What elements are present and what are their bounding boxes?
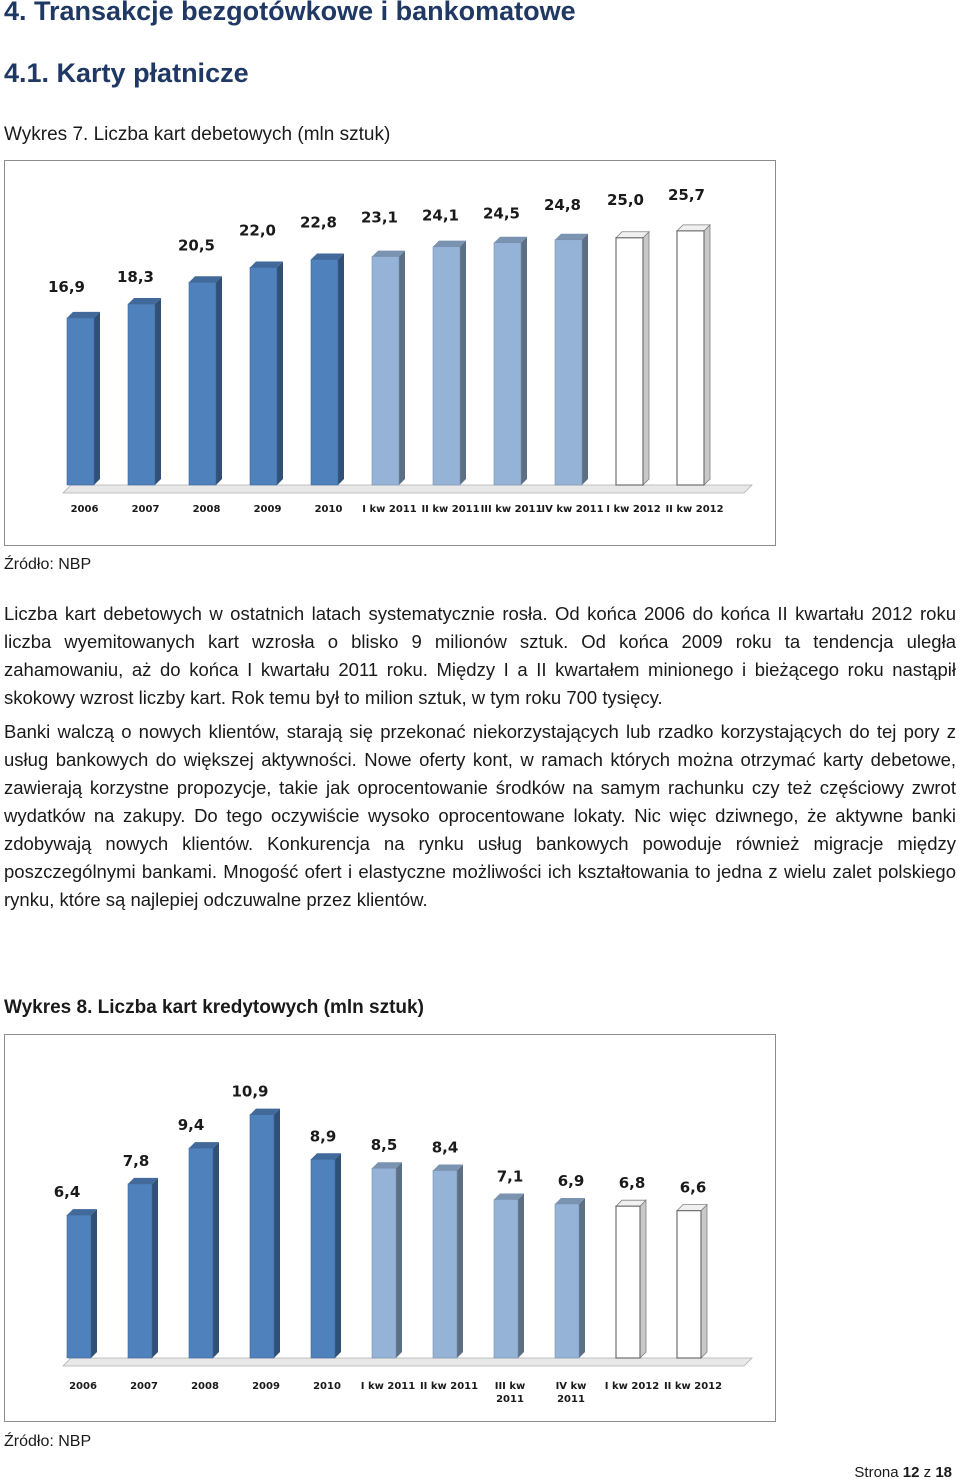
bar-side	[274, 1109, 280, 1358]
x-tick-label: 2011	[557, 1394, 585, 1405]
x-tick-label: 2007	[130, 1381, 158, 1392]
bar-1	[67, 312, 100, 485]
bar-value-label: 6,8	[618, 1174, 646, 1193]
bar-value-label: 24,5	[482, 204, 521, 223]
bar-value-label: 7,8	[122, 1151, 150, 1170]
bar-side	[399, 251, 405, 485]
x-tick-label: I kw 2012	[604, 1381, 660, 1392]
bar-front	[616, 238, 643, 485]
x-tick-label: 2006	[69, 1381, 97, 1392]
bar-2	[128, 298, 161, 485]
bar-value-label: 24,1	[421, 206, 460, 225]
bar-value-label: 25,0	[606, 190, 645, 209]
chart-1-caption: Wykres 7. Liczba kart debetowych (mln sztuk)	[4, 124, 391, 145]
bar-front	[250, 267, 277, 485]
bar-8	[494, 237, 527, 485]
bar-side	[579, 1198, 585, 1358]
debit-cards-chart	[5, 161, 775, 545]
bar-value-label: 8,9	[309, 1127, 337, 1146]
x-tick-label: 2009	[252, 1381, 280, 1392]
bar-value-label: 20,5	[177, 236, 216, 255]
x-tick-label: I kw 2012	[606, 504, 661, 515]
bar-front	[189, 282, 216, 485]
bar-value-label: 24,8	[543, 195, 582, 214]
x-tick-label: II kw 2011	[421, 504, 480, 515]
bar-value-label: 10,9	[231, 1082, 269, 1101]
bar-side	[396, 1162, 402, 1358]
bar-3	[189, 1142, 219, 1358]
bar-side	[521, 237, 527, 485]
bar-4	[250, 1109, 280, 1358]
x-tick-label: III kw 2011	[480, 504, 543, 515]
bar-11	[677, 225, 710, 485]
bar-side	[338, 254, 344, 485]
bar-side	[640, 1200, 646, 1358]
bar-10	[616, 1200, 646, 1358]
bar-9	[555, 1198, 585, 1358]
x-tick-label: III kw	[494, 1381, 526, 1392]
bar-front	[128, 1184, 152, 1358]
bar-4	[250, 261, 283, 485]
bar-6	[372, 1162, 402, 1358]
bar-front	[677, 1211, 701, 1358]
chart-2-source: Źródło: NBP	[4, 1433, 92, 1450]
bar-front	[67, 318, 94, 485]
bar-top	[677, 225, 710, 231]
bar-value-label: 23,1	[360, 208, 399, 227]
x-tick-label: 2007	[131, 504, 160, 515]
x-tick-label: 2010	[314, 504, 343, 515]
bar-front	[433, 247, 460, 485]
bar-side	[152, 1178, 158, 1358]
x-tick-label: IV kw 2011	[541, 504, 604, 515]
bar-value-label: 7,1	[496, 1167, 524, 1186]
bar-value-label: 22,8	[299, 213, 338, 232]
bar-value-label: 16,9	[47, 277, 86, 296]
bar-front	[555, 1204, 579, 1358]
x-tick-label: 2006	[70, 504, 99, 515]
bar-side	[216, 276, 222, 485]
x-tick-label: II kw 2012	[663, 1381, 723, 1392]
bar-7	[433, 1164, 463, 1358]
x-tick-label: 2009	[253, 504, 282, 515]
body-text	[4, 600, 956, 920]
bar-side	[704, 225, 710, 485]
section-heading: 4. Transakcje bezgotówkowe i bankomatowe	[4, 0, 576, 26]
bar-front	[616, 1206, 640, 1358]
bar-side	[91, 1209, 97, 1358]
bar-front	[311, 1159, 335, 1358]
chart-floor	[63, 1358, 752, 1366]
bar-side	[94, 312, 100, 485]
x-tick-label: II kw 2012	[665, 504, 724, 515]
footer-prefix: Strona	[854, 1464, 899, 1481]
bar-value-label: 6,9	[557, 1171, 585, 1190]
bar-side	[582, 234, 588, 485]
bar-top	[616, 232, 649, 238]
bar-value-label: 18,3	[116, 268, 155, 287]
x-tick-label: 2008	[192, 504, 221, 515]
bar-value-label: 22,0	[238, 221, 277, 240]
paragraph-2: Banki walczą o nowych klientów, starają się przekonać niekorzystających lub rzadko korzystających do tej pory z usług bankowych do większej aktywności. Nowe oferty kont, w ramach których można otrzymać karty debetowe, zawierają korzystne propozycje, takie jak oprocentowanie środków na samym rachunku czy też częściowy zwrot wydatków na zakupy. Do tego oczywiście wysoko oprocentowane lokaty. Nic więc dziwnego, że aktywne banki zdobywają nowych klientów. Konkurencja na rynku usług bankowych powoduje również migracje między poszczególnymi bankami. Mnogość ofert i elastyczne możliwości ich kształtowania to jedna z wielu zalet polskiego rynku, które są najlepiej odczuwalne przez klientów.	[4, 721, 956, 910]
bar-front	[494, 243, 521, 485]
x-tick-label: II kw 2011	[419, 1381, 479, 1392]
page-footer	[854, 1464, 952, 1481]
bar-value-label: 9,4	[177, 1116, 205, 1135]
bar-8	[494, 1193, 524, 1358]
chart-1-source: Źródło: NBP	[4, 556, 92, 573]
chart-1-frame	[4, 160, 776, 546]
bar-5	[311, 1153, 341, 1358]
x-tick-label: I kw 2011	[360, 1381, 416, 1392]
bar-1	[67, 1209, 97, 1358]
bar-front	[372, 1168, 396, 1358]
bar-value-label: 8,5	[370, 1136, 398, 1155]
bar-5	[311, 254, 344, 485]
bar-11	[677, 1205, 707, 1358]
bar-side	[643, 232, 649, 485]
paragraph-1: Liczba kart debetowych w ostatnich latach systematycznie rosła. Od końca 2006 do końca II kwartału 2012 roku liczba wyemitowanych kart wzrosła o blisko 9 milionów sztuk. Od końca 2009 roku ta tendencja uległa zahamowaniu, aż do końca I kwartału 2011 roku. Między I a II kwartałem minionego i bieżącego roku nastąpił skokowy wzrost liczby kart. Rok temu był to milion sztuk, w tym roku 700 tysięcy.	[4, 603, 956, 708]
footer-separator: z	[923, 1464, 932, 1481]
bar-front	[677, 231, 704, 485]
x-tick-label: IV kw	[555, 1381, 587, 1392]
bar-front	[372, 257, 399, 485]
bar-value-label: 8,4	[431, 1138, 459, 1157]
credit-cards-chart	[5, 1035, 775, 1421]
bar-side	[701, 1205, 707, 1358]
bar-side	[518, 1193, 524, 1358]
bar-side	[277, 261, 283, 485]
bar-front	[189, 1148, 213, 1358]
chart-floor	[63, 485, 752, 493]
bar-front	[250, 1115, 274, 1358]
bar-front	[67, 1215, 91, 1358]
bar-side	[155, 298, 161, 485]
footer-page-number: 12	[902, 1464, 920, 1481]
x-tick-label: 2011	[496, 1394, 524, 1405]
bar-side	[335, 1153, 341, 1358]
x-tick-label: I kw 2011	[362, 504, 417, 515]
footer-page-total: 18	[935, 1464, 952, 1481]
chart-2-frame	[4, 1034, 776, 1422]
bar-value-label: 25,7	[667, 185, 706, 204]
bar-9	[555, 234, 588, 485]
bar-front	[494, 1199, 518, 1358]
bar-6	[372, 251, 405, 485]
x-tick-label: 2010	[313, 1381, 341, 1392]
x-tick-label: 2008	[191, 1381, 219, 1392]
bar-front	[555, 240, 582, 485]
chart-2-caption: Wykres 8. Liczba kart kredytowych (mln sztuk)	[4, 997, 424, 1018]
bar-side	[460, 241, 466, 485]
bar-side	[457, 1164, 463, 1358]
bar-front	[433, 1170, 457, 1358]
bar-7	[433, 241, 466, 485]
bar-side	[213, 1142, 219, 1358]
bar-10	[616, 232, 649, 485]
subsection-heading: 4.1. Karty płatnicze	[4, 58, 249, 88]
bar-front	[128, 304, 155, 485]
bar-2	[128, 1178, 158, 1358]
bar-value-label: 6,4	[53, 1183, 81, 1202]
bar-value-label: 6,6	[679, 1178, 707, 1197]
bar-front	[311, 260, 338, 485]
bar-3	[189, 276, 222, 485]
